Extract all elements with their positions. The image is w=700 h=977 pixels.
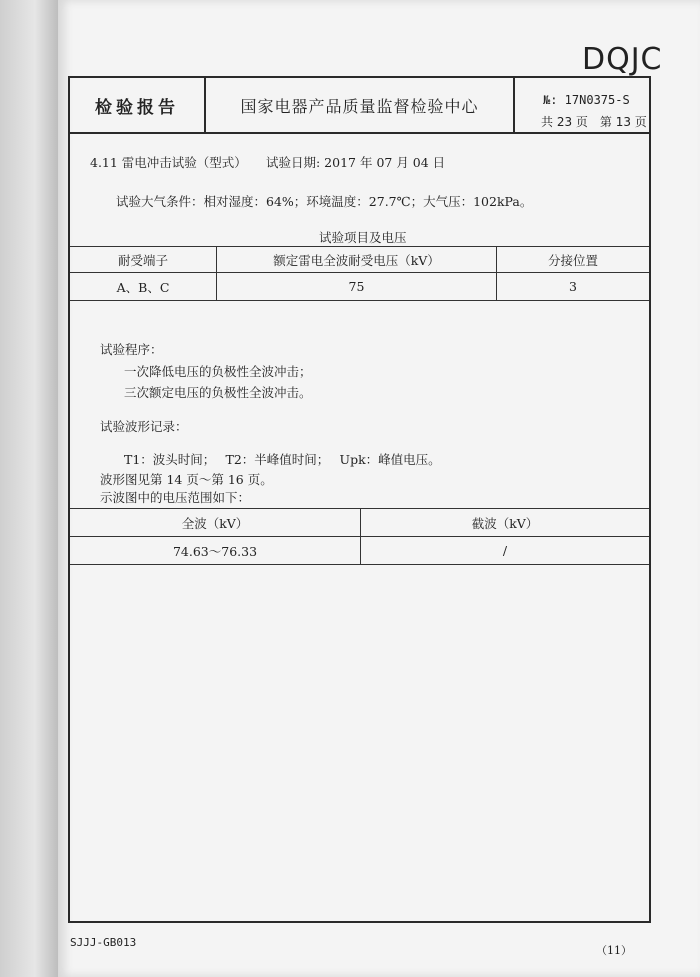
table-cell: 75 bbox=[216, 273, 496, 300]
table-header-cell: 全波（kV） bbox=[181, 515, 249, 531]
footer-page-number: （11） bbox=[596, 944, 632, 957]
table-row bbox=[70, 537, 649, 565]
waveform-label: 试验波形记录： bbox=[100, 419, 188, 434]
report-frame bbox=[68, 76, 651, 923]
table-cell: A、B、C bbox=[116, 279, 170, 295]
waveform-pages: 波形图见第 14 页～第 16 页。 bbox=[100, 472, 273, 487]
table1-caption: 试验项目及电压 bbox=[319, 230, 407, 245]
voltage-table bbox=[70, 246, 649, 298]
table-header-cell: 截波（kV） bbox=[360, 509, 649, 536]
table-row bbox=[70, 273, 649, 301]
table-header-row bbox=[70, 509, 649, 537]
table-cell: 74.63～76.33 bbox=[172, 543, 258, 559]
procedure-step: 一次降低电压的负极性全波冲击； bbox=[124, 364, 312, 379]
dqjc-logo: DQJC bbox=[582, 42, 663, 77]
procedure-label: 试验程序： bbox=[100, 342, 163, 357]
report-type-title: 检验报告 bbox=[95, 97, 179, 118]
header-left-cell bbox=[70, 78, 206, 132]
table-cell: 3 bbox=[496, 273, 649, 300]
page-info: 共 23 页 第 13 页 bbox=[541, 115, 647, 129]
header-center-cell bbox=[206, 78, 515, 132]
table-header-cell: 耐受端子 bbox=[117, 252, 168, 268]
report-header bbox=[70, 78, 649, 134]
section-heading: 4.11 雷电冲击试验（型式） bbox=[90, 155, 247, 170]
form-code: SJJJ-GB013 bbox=[70, 936, 137, 949]
test-conditions: 试验大气条件：相对湿度：64%；环境温度：27.7℃；大气压：102kPa。 bbox=[116, 194, 533, 209]
range-note: 示波图中的电压范围如下： bbox=[100, 490, 251, 505]
test-date: 试验日期: 2017 年 07 月 04 日 bbox=[266, 155, 446, 170]
header-right-cell bbox=[515, 78, 649, 132]
procedure-step: 三次额定电压的负极性全波冲击。 bbox=[124, 385, 312, 400]
institution-name: 国家电器产品质量监督检验中心 bbox=[240, 96, 479, 116]
report-number: №: 17N0375-S bbox=[543, 93, 630, 107]
table-header-cell: 额定雷电全波耐受电压（kV） bbox=[216, 247, 496, 272]
table-header-row bbox=[70, 247, 649, 273]
waveform-legend: T1：波头时间； T2：半峰值时间； Upk：峰值电压。 bbox=[124, 452, 441, 467]
voltage-range-table bbox=[70, 508, 649, 564]
book-binding bbox=[0, 0, 58, 977]
table-header-cell: 分接位置 bbox=[496, 247, 649, 272]
table-cell: / bbox=[360, 537, 649, 564]
